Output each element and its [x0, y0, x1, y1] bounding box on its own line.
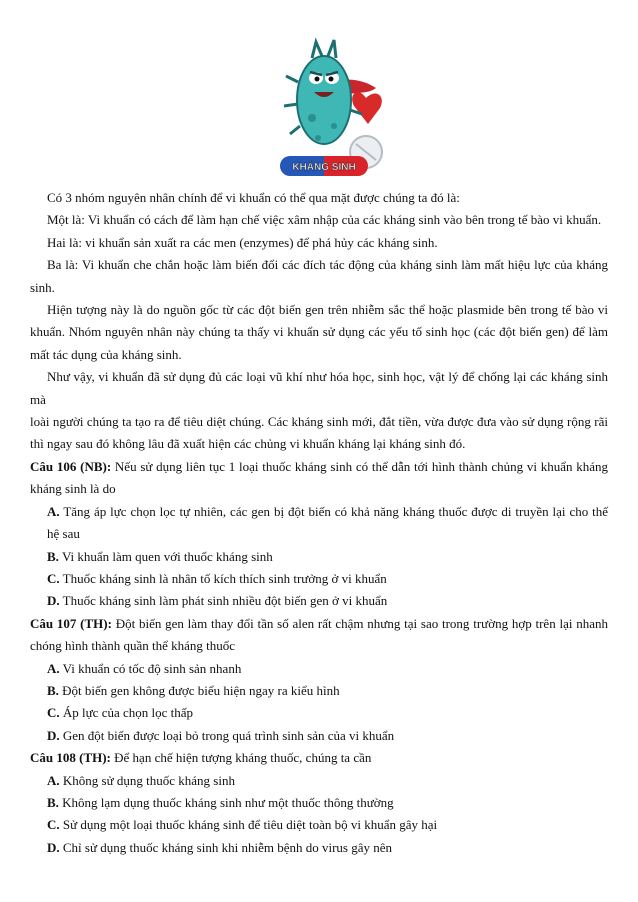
option-text: Thuốc kháng sinh làm phát sinh nhiều đột biến gen ở vi khuẩn [62, 593, 388, 609]
option-text: Không sử dụng thuốc kháng sinh [62, 772, 235, 788]
option-text: Đột biến gen không được biểu hiện ngay ra kiểu hình [62, 682, 340, 698]
intro-paragraph: Như vậy, vi khuẩn đã sử dụng đủ các loại vũ khí như hóa học, sinh học, vật lý để chống lại các kháng sinh mà [30, 369, 608, 407]
answer-option[interactable] [30, 702, 608, 724]
intro-paragraph: Một là: Vi khuẩn có cách để làm hạn chế việc xâm nhập của các kháng sinh vào bên trong tế bào vi khuẩn. [47, 212, 602, 228]
option-letter: C. [47, 705, 60, 721]
answer-option[interactable] [30, 837, 608, 859]
bacteria-antibiotic-illustration [272, 22, 390, 182]
intro-paragraph: Hiện tượng này là do nguồn gốc từ các đột biến gen trên nhiễm sắc thể hoặc plasmide bên trong tế bào vi khuẩn. Nhóm nguyên nhân này chúng ta thấy vi khuẩn sử dụng các yếu tố sinh học (các đột biến gen) để làm mất tác dụng của kháng sinh. [30, 302, 608, 362]
answer-option[interactable] [30, 680, 608, 702]
question-text: Đột biến gen làm thay đổi tần số alen rất chậm nhưng tại sao trong trường hợp trên lại nhanh chóng hình thành quần thể kháng thuốc [30, 615, 609, 654]
option-letter: A. [47, 503, 60, 519]
option-letter: C. [47, 817, 60, 833]
option-letter: B. [47, 794, 59, 810]
option-text: Sử dụng một loại thuốc kháng sinh để tiêu diệt toàn bộ vi khuẩn gây hại [62, 817, 438, 833]
option-letter: B. [47, 548, 59, 564]
answer-option[interactable] [30, 658, 608, 680]
question-106 [30, 456, 608, 501]
option-text: Chỉ sử dụng thuốc kháng sinh khi nhiễm bệnh do virus gây nên [62, 839, 393, 855]
option-text: Vi khuẩn có tốc độ sinh sản nhanh [62, 660, 242, 676]
intro-paragraph: Có 3 nhóm nguyên nhân chính để vi khuẩn có thể qua mặt được chúng ta đó là: [47, 190, 460, 205]
question-107 [30, 613, 608, 658]
option-text: Không lạm dụng thuốc kháng sinh như một thuốc thông thường [62, 794, 394, 810]
option-letter: A. [47, 772, 60, 788]
option-text: Áp lực của chọn lọc thấp [62, 705, 194, 721]
answer-option[interactable] [30, 590, 608, 612]
option-letter: D. [47, 593, 60, 609]
question-label: Câu 108 (TH): [30, 750, 111, 766]
option-letter: D. [47, 727, 60, 743]
answer-option[interactable] [30, 792, 608, 814]
option-letter: B. [47, 682, 59, 698]
question-text: Nếu sử dụng liên tục 1 loại thuốc kháng sinh có thể dẫn tới hình thành chủng vi khuẩn kháng kháng sinh là do [30, 458, 609, 497]
answer-option[interactable] [30, 568, 608, 590]
heart-icon [352, 92, 382, 124]
answer-option[interactable] [30, 546, 608, 568]
answer-option[interactable] [30, 814, 608, 836]
answer-option[interactable] [30, 725, 608, 747]
option-text: Vi khuẩn làm quen với thuốc kháng sinh [61, 548, 273, 564]
answer-option[interactable] [30, 770, 608, 792]
bacterium-body [297, 56, 351, 144]
option-text: Thuốc kháng sinh là nhân tố kích thích sinh trưởng ở vi khuẩn [62, 570, 387, 586]
intro-paragraph: Ba là: Vi khuẩn che chắn hoặc làm biến đổi các đích tác động của kháng sinh làm mất hiệu lực của kháng sinh. [30, 257, 608, 295]
option-letter: D. [47, 839, 60, 855]
question-text: Để hạn chế hiện tượng kháng thuốc, chúng ta cần [114, 750, 372, 766]
question-label: Câu 106 (NB): [30, 458, 112, 474]
illustration-label: KHÁNG SINH [292, 162, 356, 173]
option-text: Gen đột biến được loại bỏ trong quá trình sinh sản của vi khuẩn [62, 727, 395, 743]
document-body [30, 187, 608, 859]
question-label: Câu 107 (TH): [30, 615, 112, 631]
answer-option[interactable] [30, 501, 608, 546]
option-letter: A. [47, 660, 60, 676]
option-letter: C. [47, 570, 60, 586]
intro-paragraph: loài người chúng ta tạo ra để tiêu diệt chúng. Các kháng sinh mới, đắt tiền, vừa được đưa vào sử dụng rộng rãi thì ngay sau đó không lâu đã xuất hiện các chủng vi khuẩn kháng lại kháng sinh đó. [30, 414, 608, 452]
question-108 [30, 747, 608, 769]
option-text: Tăng áp lực chọn lọc tự nhiên, các gen bị đột biến có khả năng kháng thuốc được di truyền lại cho thế hệ sau [47, 503, 609, 542]
intro-paragraph: Hai là: vi khuẩn sản xuất ra các men (enzymes) để phá hủy các kháng sinh. [47, 234, 438, 250]
